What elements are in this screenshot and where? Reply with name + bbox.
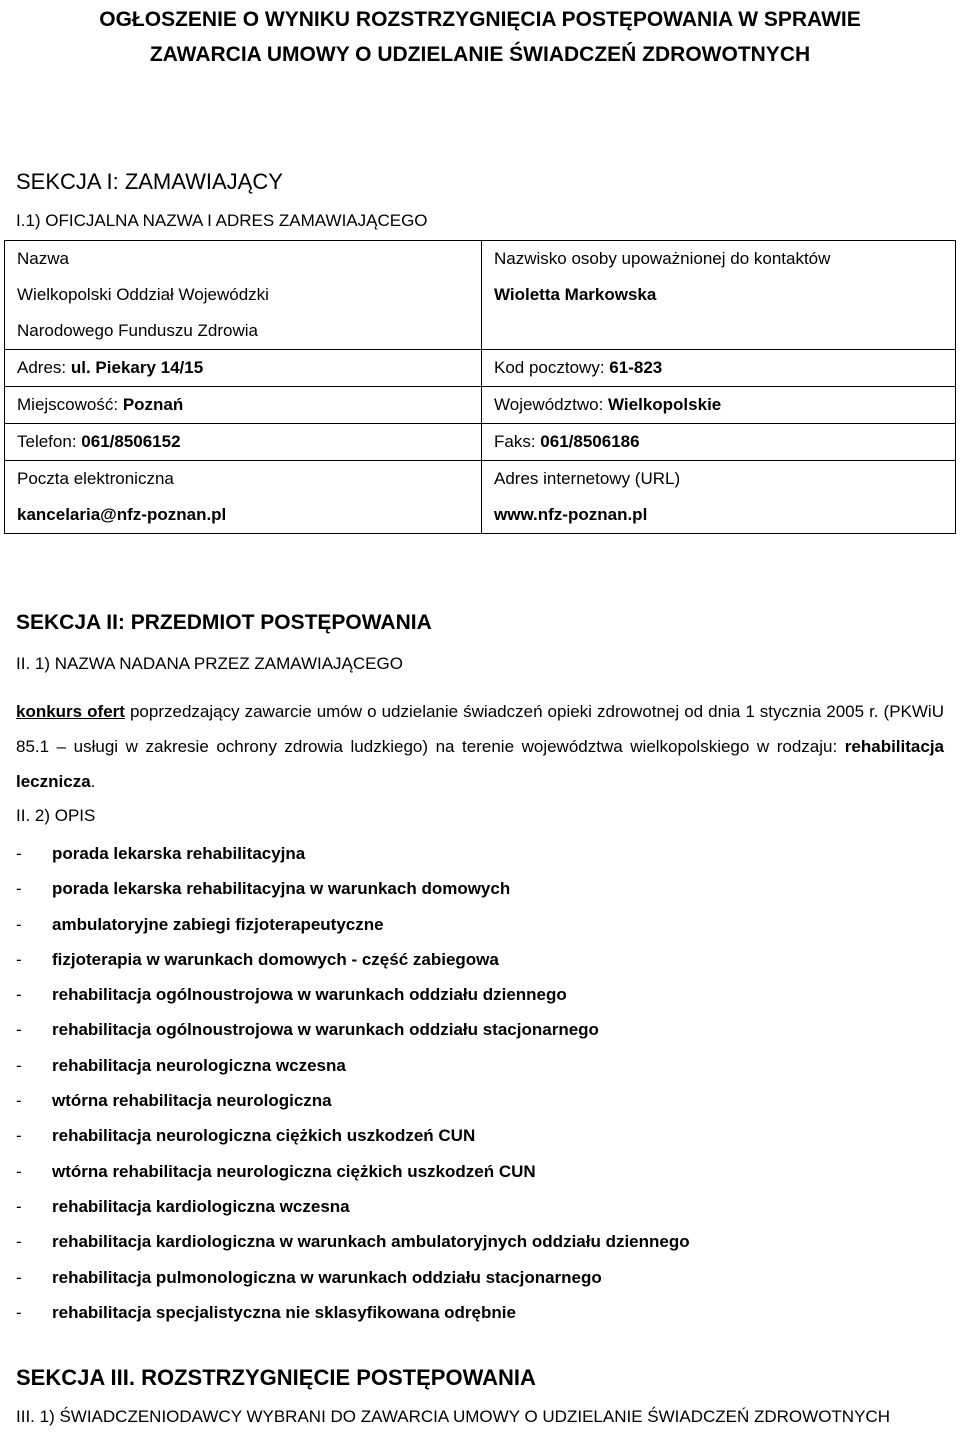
name-cell [5,241,482,350]
section-3-heading: SEKCJA III. ROZSTRZYGNIĘCIE POSTĘPOWANIA [16,1365,536,1390]
phone-label: Telefon: [17,432,77,451]
list-item-text: porada lekarska rehabilitacyjna w warunkach domowych [52,879,511,899]
list-item [16,1122,690,1157]
email-cell [5,461,482,534]
fax-cell [482,424,956,461]
table-row [5,350,956,387]
address-value: ul. Piekary 14/15 [70,358,204,377]
table-row [5,461,956,534]
list-item [16,1158,690,1193]
list-dash: - [16,949,22,969]
list-dash: - [16,1196,22,1216]
list-dash: - [16,985,22,1005]
contact-value: Wioletta Markowska [494,285,657,304]
email-value: kancelaria@nfz-poznan.pl [17,505,227,524]
contact-cell [482,241,956,350]
list-item-text: rehabilitacja neurologiczna ciężkich uszkodzeń CUN [52,1126,476,1146]
address-cell [5,350,482,387]
list-item [16,1193,690,1228]
list-item [16,875,690,910]
city-value: Poznań [122,395,184,414]
procedure-kind: rehabilitacja lecznicza [16,737,944,791]
table-row [5,241,956,350]
email-label: Poczta elektroniczna [17,469,174,488]
url-cell [482,461,956,534]
list-dash: - [16,914,22,934]
list-item-text: rehabilitacja specjalistyczna nie sklasyfikowana odrębnie [52,1302,516,1322]
list-item [16,1052,690,1087]
list-dash: - [16,1091,22,1111]
title-line-2: ZAWARCIA UMOWY O UDZIELANIE ŚWIADCZEŃ ZDROWOTNYCH [149,43,811,66]
phone-value: 061/8506152 [81,432,181,451]
list-item-text: rehabilitacja kardiologiczna w warunkach ambulatoryjnych oddziału dziennego [52,1232,690,1252]
list-item-text: rehabilitacja kardiologiczna wczesna [52,1196,350,1216]
fax-value: 061/8506186 [540,432,640,451]
procedure-description [16,694,944,799]
city-label: Miejscowość: [17,395,119,414]
region-value: Wielkopolskie [608,395,722,414]
list-item [16,1299,690,1334]
list-item-text: porada lekarska rehabilitacyjna [52,844,306,863]
list-item [16,840,690,875]
list-item-text: rehabilitacja ogólnoustrojowa w warunkach oddziału stacjonarnego [52,1020,599,1040]
list-item [16,946,690,981]
name-label: Nazwa [17,249,69,268]
postal-label: Kod pocztowy: [494,358,605,377]
list-item-text: rehabilitacja ogólnoustrojowa w warunkach oddziału dziennego [52,985,567,1005]
list-item-text: wtórna rehabilitacja neurologiczna ciężkich uszkodzeń CUN [52,1161,536,1181]
list-dash: - [16,1126,22,1146]
list-dash: - [16,1161,22,1181]
name-line-2: Narodowego Funduszu Zdrowia [17,321,258,340]
section-2-subheading: II. 1) NAZWA NADANA PRZEZ ZAMAWIAJĄCEGO [16,654,403,673]
list-item [16,911,690,946]
procedure-end: . [90,772,96,791]
service-list [16,840,690,1334]
list-item-text: ambulatoryjne zabiegi fizjoterapeutyczne [52,914,384,934]
postal-cell [482,350,956,387]
table-row [5,424,956,461]
fax-label: Faks: [494,432,536,451]
postal-value: 61-823 [609,358,663,377]
list-dash: - [16,1302,22,1322]
list-item [16,1016,690,1051]
list-dash: - [16,1020,22,1040]
contracting-authority-table [4,240,956,534]
list-item-text: rehabilitacja pulmonologiczna w warunkach oddziału stacjonarnego [52,1267,602,1287]
document-title [0,2,960,72]
list-dash: - [16,1055,22,1075]
section-3-subheading: III. 1) ŚWIADCZENIODAWCY WYBRANI DO ZAWARCIA UMOWY O UDZIELANIE ŚWIADCZEŃ ZDROWOTNYCH [16,1407,890,1426]
list-item-text: wtórna rehabilitacja neurologiczna [52,1091,332,1111]
table-row [5,387,956,424]
list-item [16,1264,690,1299]
list-dash: - [16,879,22,899]
list-item-text: rehabilitacja neurologiczna wczesna [52,1055,346,1075]
section-1-heading: SEKCJA I: ZAMAWIAJĄCY [16,169,283,194]
procedure-type: konkurs ofert [16,702,125,721]
address-label: Adres: [17,358,67,377]
list-item [16,1087,690,1122]
description-heading: II. 2) OPIS [16,806,96,825]
phone-cell [5,424,482,461]
procedure-text: poprzedzający zawarcie umów o udzielanie świadczeń opieki zdrowotnej od dnia 1 stycznia 2005 r. (PKWiU 85.1 – usługi w zakresie ochrony zdrowia ludzkiego) na terenie województwa wielkopolskiego w rodzaju: [16,702,944,756]
list-dash: - [16,844,22,863]
section-1-subheading: I.1) OFICJALNA NAZWA I ADRES ZAMAWIAJĄCEGO [16,211,428,230]
city-cell [5,387,482,424]
url-value: www.nfz-poznan.pl [494,505,648,524]
list-item [16,1228,690,1263]
region-label: Województwo: [494,395,604,414]
title-line-1: OGŁOSZENIE O WYNIKU ROZSTRZYGNIĘCIA POSTĘPOWANIA W SPRAWIE [99,8,861,31]
url-label: Adres internetowy (URL) [494,469,681,488]
name-line-1: Wielkopolski Oddział Wojewódzki [17,285,269,304]
list-dash: - [16,1232,22,1252]
list-dash: - [16,1267,22,1287]
region-cell [482,387,956,424]
section-2-heading: SEKCJA II: PRZEDMIOT POSTĘPOWANIA [16,611,432,634]
contact-label: Nazwisko osoby upoważnionej do kontaktów [494,249,831,268]
list-item-text: fizjoterapia w warunkach domowych - część zabiegowa [52,949,499,969]
list-item [16,981,690,1016]
